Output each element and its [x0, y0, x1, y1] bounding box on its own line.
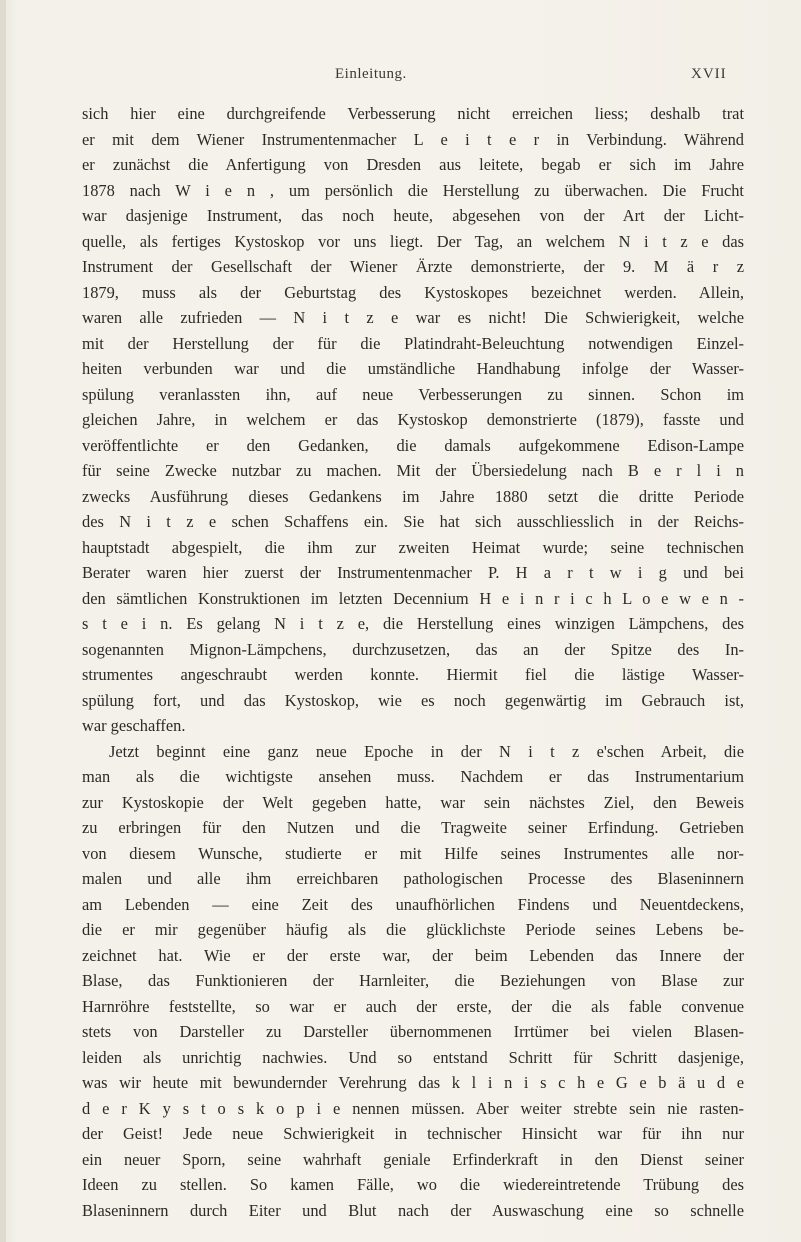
text-line: waren alle zufrieden — N i t z e war es nicht! Die Schwierigkeit, welche	[82, 308, 744, 327]
text-line: veröffentlichte er den Gedanken, die damals aufgekommene Edison-Lampe	[82, 435, 744, 455]
text-line: spülung veranlassten ihn, auf neue Verbesserungen zu sinnen. Schon im	[82, 384, 744, 404]
text-line: leiden als unrichtig nachwies. Und so entstand Schritt für Schritt dasjenige,	[82, 1047, 744, 1067]
text-line: quelle, als fertiges Kystoskop vor uns liegt. Der Tag, an welchem N i t z e das	[82, 231, 744, 251]
text-line: war geschaffen.	[82, 716, 186, 735]
text-line: er zunächst die Anfertigung von Dresden aus leitete, begab er sich im Jahre	[82, 155, 744, 174]
text-line: war dasjenige Instrument, das noch heute, abgesehen von der Art der Licht-	[82, 206, 744, 225]
text-line: von diesem Wunsche, studierte er mit Hilfe seines Instrumentes alle nor-	[82, 843, 744, 863]
text-line: 1878 nach W i e n , um persönlich die Herstellung zu überwachen. Die Frucht	[82, 180, 744, 200]
text-line: hauptstadt abgespielt, die ihm zur zweiten Heimat wurde; seine technischen	[82, 537, 744, 557]
text-line: Harnröhre feststellte, so war er auch der erste, der die als fable convenue	[82, 996, 744, 1016]
text-line: malen und alle ihm erreichbaren pathologischen Processe des Blaseninnern	[82, 869, 744, 888]
text-line: spülung fort, und das Kystoskop, wie es noch gegenwärtig im Gebrauch ist,	[82, 690, 744, 710]
running-head: Einleitung.	[335, 66, 407, 82]
text-line: was wir heute mit bewundernder Verehrung das k l i n i s c h e G e b ä u d e	[82, 1073, 744, 1092]
text-line: s t e i n. Es gelang N i t z e, die Herstellung eines winzigen Lämpchens, des	[82, 614, 744, 633]
text-line: zur Kystoskopie der Welt gegeben hatte, war sein nächstes Ziel, den Beweis	[82, 792, 744, 812]
text-line: des N i t z e schen Schaffens ein. Sie hat sich ausschliesslich in der Reichs-	[82, 512, 744, 531]
text-line: 1879, muss als der Geburtstag des Kystoskopes bezeichnet werden. Allein,	[82, 282, 744, 302]
body-text	[82, 101, 744, 1223]
text-line: mit der Herstellung der für die Platindraht-Beleuchtung notwendigen Einzel-	[82, 333, 744, 353]
text-line: am Lebenden — eine Zeit des unaufhörlichen Findens und Neuentdeckens,	[82, 894, 744, 914]
text-line: Berater waren hier zuerst der Instrumentenmacher P. H a r t w i g und bei	[82, 563, 744, 582]
text-line: sich hier eine durchgreifende Verbesserung nicht erreichen liess; deshalb trat	[82, 104, 744, 123]
text-line: die er mir gegenüber häufig als die glücklichste Periode seines Lebens be-	[82, 920, 744, 939]
text-line: ein neuer Sporn, seine wahrhaft geniale Erfinderkraft in den Dienst seiner	[82, 1149, 744, 1169]
page-edge	[0, 0, 6, 1242]
text-line: er mit dem Wiener Instrumentenmacher L e i t e r in Verbindung. Während	[82, 129, 744, 149]
text-line: für seine Zwecke nutzbar zu machen. Mit der Übersiedelung nach B e r l i n	[82, 461, 744, 480]
text-line: zu erbringen für den Nutzen und die Tragweite seiner Erfindung. Getrieben	[82, 818, 744, 837]
text-line: Blase, das Funktionieren der Harnleiter, die Beziehungen von Blase zur	[82, 971, 744, 990]
text-line: Instrument der Gesellschaft der Wiener Ärzte demonstrierte, der 9. M ä r z	[82, 257, 744, 276]
text-line: d e r K y s t o s k o p i e nennen müssen. Aber weiter strebte sein nie rasten-	[82, 1098, 744, 1118]
text-line: strumentes angeschraubt werden konnte. Hiermit fiel die lästige Wasser-	[82, 665, 744, 684]
page-number: XVII	[691, 66, 727, 82]
text-line: gleichen Jahre, in welchem er das Kystoskop demonstrierte (1879), fasste und	[82, 410, 744, 429]
text-line: sogenannten Mignon-Lämpchens, durchzusetzen, das an der Spitze des In-	[82, 639, 744, 659]
text-line: stets von Darsteller zu Darsteller übernommenen Irrtümer bei vielen Blasen-	[82, 1022, 744, 1041]
text-line: der Geist! Jede neue Schwierigkeit in technischer Hinsicht war für ihn nur	[82, 1124, 744, 1143]
text-line: zeichnet hat. Wie er der erste war, der beim Lebenden das Innere der	[82, 945, 744, 965]
text-line: heiten verbunden war und die umständliche Handhabung infolge der Wasser-	[82, 359, 744, 378]
text-line: den sämtlichen Konstruktionen im letzten Decennium H e i n r i c h L o e w e n -	[82, 588, 744, 608]
text-line: man als die wichtigste ansehen muss. Nachdem er das Instrumentarium	[82, 767, 744, 786]
page-header	[0, 66, 801, 88]
text-line: Jetzt beginnt eine ganz neue Epoche in der N i t z e'schen Arbeit, die	[109, 741, 744, 761]
text-line: Blaseninnern durch Eiter und Blut nach der Auswaschung eine so schnelle	[82, 1200, 744, 1220]
text-line: Ideen zu stellen. So kamen Fälle, wo die wiedereintretende Trübung des	[82, 1175, 744, 1194]
text-line: zwecks Ausführung dieses Gedankens im Jahre 1880 setzt die dritte Periode	[82, 486, 744, 506]
